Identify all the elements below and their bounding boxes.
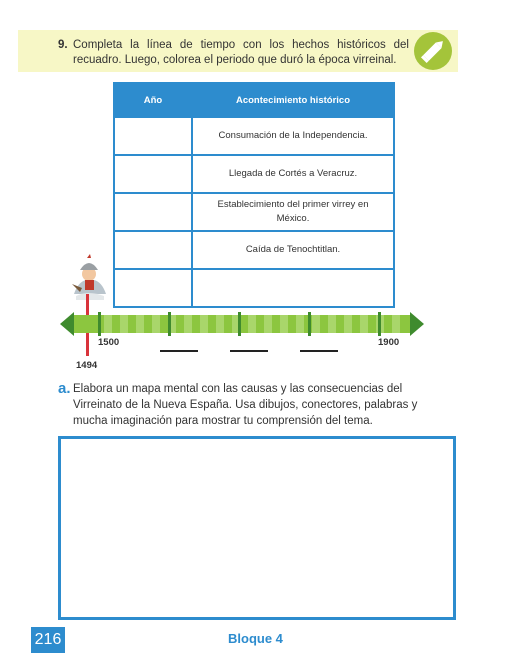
conquistador-figure bbox=[68, 254, 110, 302]
header-event: Acontecimiento histórico bbox=[192, 83, 394, 117]
event-cell: Llegada de Cortés a Veracruz. bbox=[192, 155, 394, 193]
page-number: 216 bbox=[31, 627, 65, 653]
table-row bbox=[114, 269, 394, 307]
timeline-start-label: 1500 bbox=[98, 337, 120, 348]
question-number: 9. bbox=[58, 39, 68, 51]
pencil-icon bbox=[414, 32, 452, 70]
header-year: Año bbox=[114, 83, 192, 117]
history-table bbox=[113, 82, 395, 308]
table-row bbox=[114, 155, 394, 193]
year-cell[interactable] bbox=[114, 269, 192, 307]
timeline-end-label: 1900 bbox=[378, 337, 400, 348]
table-row bbox=[114, 231, 394, 269]
event-cell: Caída de Tenochtitlan. bbox=[192, 231, 394, 269]
year-cell[interactable] bbox=[114, 117, 192, 155]
mind-map-box[interactable] bbox=[58, 436, 456, 620]
year-cell[interactable] bbox=[114, 193, 192, 231]
timeline-marker-label: 1494 bbox=[76, 360, 98, 371]
activity-text: Elabora un mapa mental con las causas y las consecuencias del Virreinato de la Nueva España. Usa dibujos, conectores, palabras y mucha imaginación para mostrar tu comprensión del tema. bbox=[73, 383, 418, 427]
event-cell: Consumación de la Independencia. bbox=[192, 117, 394, 155]
year-cell[interactable] bbox=[114, 155, 192, 193]
question-text: Completa la línea de tiempo con los hechos históricos del recuadro. Luego, colorea el periodo que duró la época virreinal. bbox=[73, 39, 409, 66]
event-cell: Establecimiento del primer virrey en México. bbox=[192, 193, 394, 231]
block-label: Bloque 4 bbox=[228, 631, 283, 646]
activity-letter: a. bbox=[58, 380, 71, 397]
answer-line[interactable] bbox=[230, 350, 268, 352]
table-row bbox=[114, 193, 394, 231]
event-cell[interactable] bbox=[192, 269, 394, 307]
table-row bbox=[114, 117, 394, 155]
timeline-bar bbox=[60, 312, 424, 336]
year-cell[interactable] bbox=[114, 231, 192, 269]
answer-line[interactable] bbox=[300, 350, 338, 352]
answer-line[interactable] bbox=[160, 350, 198, 352]
